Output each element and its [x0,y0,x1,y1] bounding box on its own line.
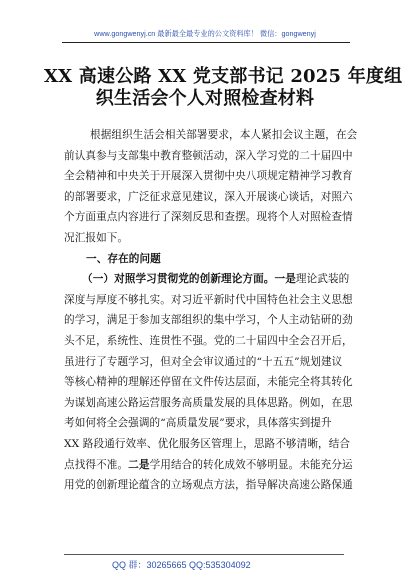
footer-contact: QQ 群：30265665 QQ:535304092 [112,560,251,570]
intro-line: 况汇报如下。 [64,231,129,244]
title-line-2: 织生活会个人对照检查材料 [95,88,315,109]
paragraph-line: 虽进行了专题学习，但对全会审议通过的“十五五”规划建议 [64,355,343,368]
paragraph-text: 理论武装的 [295,273,350,286]
intro-line: 个方面重点内容进行了深刻反思和查摆。现将个人对照检查情 [64,211,353,224]
section-heading: 一、存在的问题 [86,252,161,265]
subsection-heading-line [64,269,350,290]
subsection-heading: （一）对照学习贯彻党的创新理论方面。 [82,273,275,286]
footer-divider [64,554,344,555]
header-divider [62,42,350,43]
paragraph-line: 考如何将全会强调的“高质量发展”要求，具体落实到提升 [64,417,332,430]
intro-line: 的部署要求，广泛征求意见建议，深入开展谈心谈话，对照六 [64,190,353,203]
paragraph-text: 点找得不准。 [64,458,129,471]
point-label: 二是 [128,458,150,471]
paragraph-line: 头不足，系统性、连贯性不强。党的二十届四中全会召开后， [64,334,353,347]
paragraph-line: 为谋划高速公路运营服务高质量发展的具体思路。例如，在思 [64,396,353,409]
paragraph-line: 用党的创新理论蕴含的立场观点方法，指导解决高速公路保通 [64,479,353,492]
intro-line: 全会精神和中央关于开展深入贯彻中央八项规定精神学习教育 [64,170,353,183]
paragraph-line: 的学习，满足于参加支部组织的集中学习，个人主动钻研的劲 [64,314,353,327]
document-body [64,125,358,496]
page-header [0,0,408,48]
document-title [44,66,403,110]
paragraph-line: XX 路段通行效率、优化服务区管理上，思路不够清晰，结合 [64,437,351,450]
paragraph-line: 深度与厚度不够扎实。对习近平新时代中国特色社会主义思想 [64,293,353,306]
intro-line: 前认真参与支部集中教育整顿活动，深入学习党的二十届四中 [64,149,353,162]
paragraph-line: 等核心精神的理解还停留在文件传达层面，未能完全将其转化 [64,376,353,389]
paragraph-line [64,455,353,476]
paragraph-text: 学用结合的转化成效不够明显。未能充分运 [149,458,353,471]
intro-line: 根据组织生活会相关部署要求，本人紧扣会议主题，在会 [90,129,358,141]
title-line-1: XX 高速公路 XX 党支部书记 2025 年度组 [44,66,403,87]
point-label: 一是 [274,273,296,286]
header-banner-text: www.gongwenyj.cn 最新最全最专业的公文资料库！ 微信：gongwenyj [94,29,316,38]
